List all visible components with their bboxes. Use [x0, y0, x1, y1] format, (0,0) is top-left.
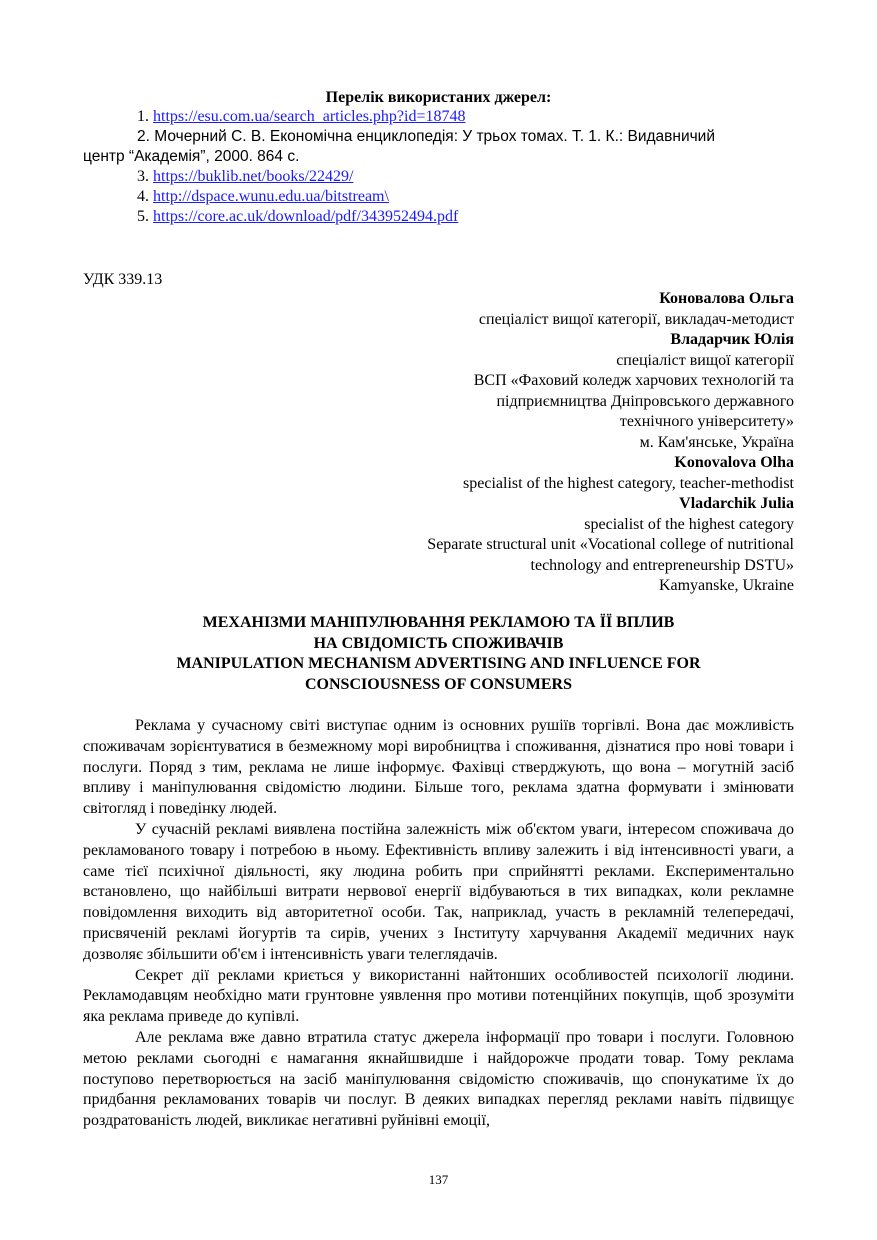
- author2-name: Владарчик Юлія: [670, 331, 794, 348]
- author1-name: Коновалова Ольга: [659, 290, 794, 307]
- reference-number: 1.: [137, 108, 149, 125]
- reference-number: 4.: [137, 188, 149, 205]
- reference-link[interactable]: https://core.ac.uk/download/pdf/343952494.pdf: [153, 208, 459, 225]
- reference-item-1: [137, 107, 466, 127]
- city-en: Kamyanske, Ukraine: [658, 577, 794, 594]
- reference-item-3: [137, 167, 353, 187]
- author1-name-en: Konovalova Olha: [674, 454, 794, 471]
- organization-en-line2: technology and entrepreneurship DSTU»: [530, 556, 794, 574]
- reference-link[interactable]: https://buklib.net/books/22429/: [153, 168, 354, 185]
- paragraph-3: Секрет дії реклами криється у використанні найтонших особливостей психології людини. Рекламодавцям необхідно мати грунтовне уявлення про мотиви потенційних покупців, щоб зрозуміти яка реклама приведе до купівлі.: [83, 966, 794, 1026]
- title-ua-line2: НА СВІДОМІСТЬ СПОЖИВАЧІВ: [313, 634, 564, 652]
- reference-number: 5.: [137, 208, 149, 225]
- author-block: [294, 289, 794, 597]
- reference-link[interactable]: https://esu.com.ua/search_articles.php?id=18748: [153, 108, 466, 125]
- author2-position-en: specialist of the highest category: [584, 515, 794, 533]
- organization-ua-line2: підприємництва Дніпровського державного: [496, 392, 794, 410]
- article-body: [83, 716, 794, 1132]
- title-ua-line1: МЕХАНІЗМИ МАНІПУЛЮВАННЯ РЕКЛАМОЮ ТА ЇЇ ВПЛИВ: [202, 614, 675, 631]
- author2-position: спеціаліст вищої категорії: [616, 351, 794, 369]
- reference-item-2-continuation: центр “Академія”, 2000. 864 с.: [83, 148, 300, 165]
- paragraph-1: Реклама у сучасному світі виступає одним із основних рушіїв торгівлі. Вона дає можливість споживачам зорієнтуватися в безмежному морі виробництва і споживання, дізнатися про нові товари і послуги. Поряд з тим, реклама не лише інформує. Фахівці стверджують, що вона – могутній засіб впливу і маніпулювання свідомістю людини. Більше того, реклама здатна формувати і змінювати світогляд і поведінку людей.: [83, 717, 794, 818]
- author1-position-en: specialist of the highest category, teacher-methodist: [463, 474, 794, 492]
- udk-code: УДК 339.13: [83, 271, 163, 288]
- city-ua: м. Кам'янське, Україна: [639, 433, 794, 451]
- author2-name-en: Vladarchik Julia: [679, 495, 794, 512]
- organization-ua-line3: технічного університету»: [619, 413, 794, 430]
- reference-text: Мочерний С. В. Економічна енциклопедія: У трьох томах. Т. 1. К.: Видавничий: [154, 128, 715, 145]
- title-en-line2: CONSCIOUSNESS OF CONSUMERS: [304, 675, 572, 693]
- reference-number: 2.: [137, 128, 150, 145]
- page-number: 137: [428, 1172, 449, 1187]
- organization-en-line1: Separate structural unit «Vocational college of nutritional: [427, 536, 794, 553]
- paragraph-4: Але реклама вже давно втратила статус джерела інформації про товари і послуги. Головною метою реклами сьогодні є намагання якнайшвидше і найдорожче продати товар. Тому реклама поступово перетворюється на засіб маніпулювання свідомістю споживачів, що спонукатиме їх до придбання рекламованих товарів чи послуг. В деяких випадках перегляд реклами навіть підвищує роздратованість людей, викликає негативні руйнівні емоції,: [83, 1028, 794, 1130]
- organization-ua-line1: ВСП «Фаховий коледж харчових технологій та: [473, 372, 794, 389]
- reference-item-4: [137, 187, 389, 207]
- reference-item-2: [137, 127, 715, 147]
- title-en-line1: MANIPULATION MECHANISM ADVERTISING AND INFLUENCE FOR: [176, 655, 701, 672]
- paragraph-2: У сучасній рекламі виявлена постійна залежність між об'єктом уваги, інтересом споживача до рекламованого товару і потребою в ньому. Ефективність впливу залежить і від інтенсивності уваги, а саме тієї психічної діяльності, яку людина робить при сприйнятті реклами. Експериментально встановлено, що найбільші витрати нервової енергії відбуваються в тих випадках, коли рекламне повідомлення виходить від авторитетної особи. Так, наприклад, участь в рекламній телепередачі, присвяченій рекламі йогуртів та сирів, учених з Інституту харчування Академії медичних наук дозволяє збільшити об'єм і інтенсивність уваги телеглядачів.: [83, 820, 794, 963]
- article-title: [83, 613, 794, 695]
- references-title: Перелік використаних джерел:: [325, 89, 552, 106]
- author1-position: спеціаліст вищої категорії, викладач-методист: [478, 310, 794, 328]
- reference-number: 3.: [137, 168, 149, 185]
- reference-link[interactable]: http://dspace.wunu.edu.ua/bitstream\: [153, 188, 389, 205]
- reference-item-5: [137, 207, 458, 227]
